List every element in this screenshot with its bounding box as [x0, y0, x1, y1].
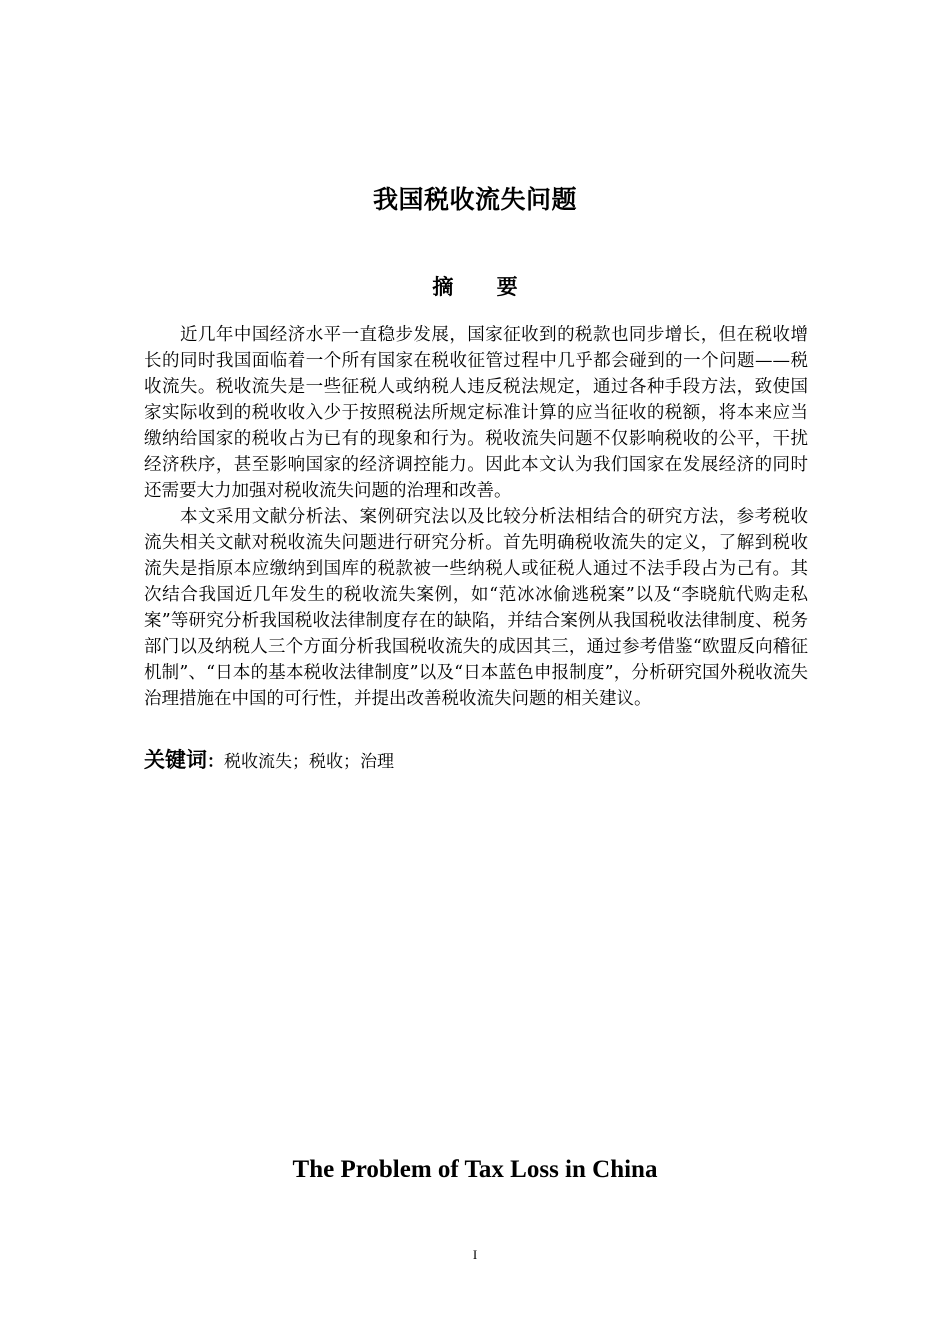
abstract-heading: 摘 要	[432, 275, 536, 299]
keywords-line	[144, 744, 808, 778]
abstract-paragraph-1: 近几年中国经济水平一直稳步发展，国家征收到的税款也同步增长，但在税收增长的同时我国面临着一个所有国家在税收征管过程中几乎都会碰到的一个问题——税收流失。税收流失是一些征税人或纳税人违反税法规定，通过各种手段方法，致使国家实际收到的税收收入少于按照税法所规定标准计算的应当征收的税额，将本来应当缴纳给国家的税收占为已有的现象和行为。税收流失问题不仅影响税收的公平，干扰经济秩序，甚至影响国家的经济调控能力。因此本文认为我们国家在发展经济的同时还需要大力加强对税收流失问题的治理和改善。	[144, 325, 808, 501]
keywords-colon: ：	[207, 752, 224, 772]
abstract-body	[144, 322, 808, 712]
page-number: I	[472, 1247, 478, 1262]
keywords-values: 税收流失；税收；治理	[224, 752, 394, 772]
keywords-label: 关键词	[144, 748, 207, 772]
abstract-paragraph-2: 本文采用文献分析法、案例研究法以及比较分析法相结合的研究方法，参考税收流失相关文献对税收流失问题进行研究分析。首先明确税收流失的定义，了解到税收流失是指原本应缴纳到国库的税款被一些纳税人或征税人通过不法手段占为己有。其次结合我国近几年发生的税收流失案例，如“范冰冰偷逃税案”以及“李晓航代购走私案”等研究分析我国税收法律制度存在的缺陷，并结合案例从我国税收法律制度、税务部门以及纳税人三个方面分析我国税收流失的成因其三，通过参考借鉴“欧盟反向稽征机制”、“日本的基本税收法律制度”以及“日本蓝色申报制度”，分析研究国外税收流失治理措施在中国的可行性，并提出改善税收流失问题的相关建议。	[144, 507, 808, 709]
chinese-title: 我国税收流失问题	[372, 185, 577, 214]
english-title: The Problem of Tax Loss in China	[292, 1156, 658, 1183]
